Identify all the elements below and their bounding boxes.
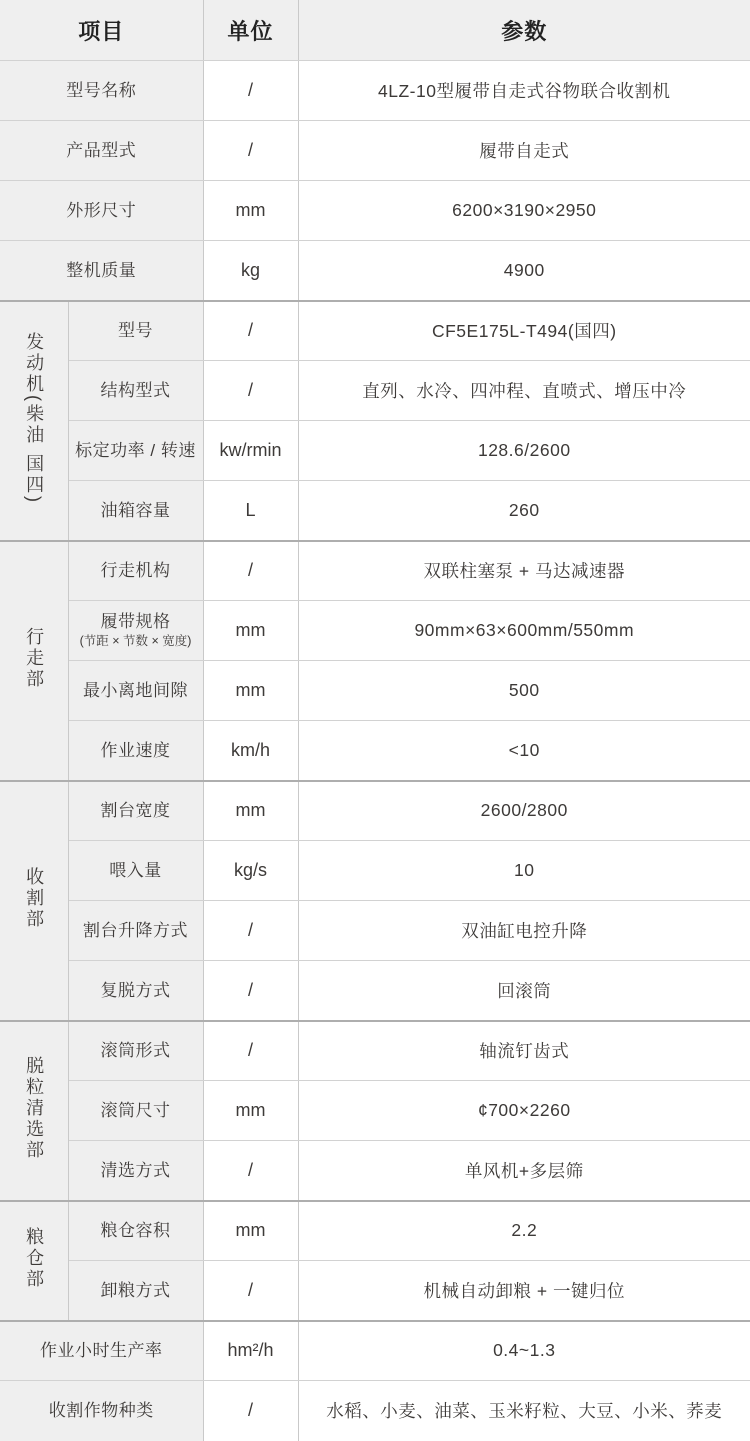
unit-cell: mm (203, 601, 298, 661)
item-label-cell: 割台升降方式 (68, 901, 203, 961)
row-unloading-method (0, 1261, 750, 1321)
row-min-ground-clearance (0, 661, 750, 721)
row-model-name (0, 61, 750, 121)
item-label-cell: 粮仓容积 (68, 1201, 203, 1261)
item-label-cell: 最小离地间隙 (68, 661, 203, 721)
value-cell: 直列、水冷、四冲程、直喷式、增压中冷 (298, 361, 750, 421)
unit-cell: / (203, 61, 298, 121)
item-label-sub: (节距 × 节数 × 宽度) (79, 634, 192, 649)
value-cell: 2.2 (298, 1201, 750, 1261)
value-cell: 机械自动卸粮 + 一键归位 (298, 1261, 750, 1321)
value-cell: CF5E175L-T494(国四) (298, 301, 750, 361)
value-cell: 0.4~1.3 (298, 1321, 750, 1381)
row-grain-tank-volume (0, 1201, 750, 1261)
unit-cell: mm (203, 181, 298, 241)
group-label-cell-harvest (0, 781, 68, 1021)
value-cell: 双油缸电控升降 (298, 901, 750, 961)
row-product-type (0, 121, 750, 181)
item-label-cell: 行走机构 (68, 541, 203, 601)
row-cleaning-method (0, 1141, 750, 1201)
item-label-cell: 作业速度 (68, 721, 203, 781)
row-feeding-rate (0, 841, 750, 901)
item-label-cell: 标定功率 / 转速 (68, 421, 203, 481)
unit-cell: kg (203, 241, 298, 301)
item-label-cell: 收割作物种类 (0, 1381, 203, 1441)
row-rethreshing-method (0, 961, 750, 1021)
item-label-cell: 滚筒尺寸 (68, 1081, 203, 1141)
unit-cell: / (203, 901, 298, 961)
value-cell: 水稻、小麦、油菜、玉米籽粒、大豆、小米、荞麦 (298, 1381, 750, 1441)
item-label-cell: 清选方式 (68, 1141, 203, 1201)
value-cell: 260 (298, 481, 750, 541)
unit-cell: / (203, 301, 298, 361)
unit-cell: / (203, 1261, 298, 1321)
table-header-row (0, 0, 750, 61)
unit-cell: mm (203, 661, 298, 721)
unit-cell: / (203, 961, 298, 1021)
item-label-cell: 滚筒形式 (68, 1021, 203, 1081)
group-label-cell-thresh (0, 1021, 68, 1201)
row-hourly-productivity (0, 1321, 750, 1381)
unit-cell: mm (203, 1201, 298, 1261)
item-label-cell (68, 601, 203, 661)
group-label-travel: 行走部 (24, 626, 45, 690)
unit-cell: mm (203, 781, 298, 841)
row-working-speed (0, 721, 750, 781)
item-label-cell: 外形尺寸 (0, 181, 203, 241)
value-cell: 轴流钉齿式 (298, 1021, 750, 1081)
row-travel-mechanism (0, 541, 750, 601)
unit-cell: / (203, 361, 298, 421)
value-cell: 128.6/2600 (298, 421, 750, 481)
row-drum-type (0, 1021, 750, 1081)
col-header-unit: 单位 (203, 0, 298, 61)
item-label-cell: 产品型式 (0, 121, 203, 181)
value-cell: 双联柱塞泵 + 马达减速器 (298, 541, 750, 601)
row-fuel-tank-capacity (0, 481, 750, 541)
unit-cell: / (203, 1381, 298, 1441)
unit-cell: hm²/h (203, 1321, 298, 1381)
col-header-param: 参数 (298, 0, 750, 61)
item-label-cell: 结构型式 (68, 361, 203, 421)
value-cell: 2600/2800 (298, 781, 750, 841)
group-label-cell-travel (0, 541, 68, 781)
unit-cell: / (203, 1141, 298, 1201)
unit-cell: / (203, 121, 298, 181)
unit-cell: / (203, 541, 298, 601)
group-label-engine: 发动机(柴油 国四) (24, 331, 45, 505)
value-cell: 500 (298, 661, 750, 721)
value-cell: <10 (298, 721, 750, 781)
value-cell: 90mm×63×600mm/550mm (298, 601, 750, 661)
unit-cell: L (203, 481, 298, 541)
group-label-cell-engine (0, 301, 68, 541)
unit-cell: km/h (203, 721, 298, 781)
row-dimensions (0, 181, 750, 241)
value-cell: 履带自走式 (298, 121, 750, 181)
item-label-cell: 作业小时生产率 (0, 1321, 203, 1381)
unit-cell: mm (203, 1081, 298, 1141)
row-machine-weight (0, 241, 750, 301)
item-label-cell: 喂入量 (68, 841, 203, 901)
value-cell: 6200×3190×2950 (298, 181, 750, 241)
value-cell: 4LZ-10型履带自走式谷物联合收割机 (298, 61, 750, 121)
row-header-width (0, 781, 750, 841)
item-label-cell: 型号 (68, 301, 203, 361)
row-track-spec (0, 601, 750, 661)
row-rated-power-speed (0, 421, 750, 481)
value-cell: 回滚筒 (298, 961, 750, 1021)
unit-cell: kw/rmin (203, 421, 298, 481)
item-label-cell: 型号名称 (0, 61, 203, 121)
group-label-grain: 粮仓部 (24, 1226, 45, 1290)
row-engine-structure (0, 361, 750, 421)
group-label-thresh: 脱粒清选部 (24, 1055, 45, 1161)
value-cell: 单风机+多层筛 (298, 1141, 750, 1201)
item-label-cell: 复脱方式 (68, 961, 203, 1021)
unit-cell: kg/s (203, 841, 298, 901)
item-label: 履带规格 (100, 612, 171, 632)
value-cell: 10 (298, 841, 750, 901)
item-label-cell: 整机质量 (0, 241, 203, 301)
row-crop-types (0, 1381, 750, 1441)
col-header-item: 项目 (0, 0, 203, 61)
row-header-lift-method (0, 901, 750, 961)
row-engine-model (0, 301, 750, 361)
item-label-cell: 卸粮方式 (68, 1261, 203, 1321)
group-label-cell-grain (0, 1201, 68, 1321)
group-label-harvest: 收割部 (24, 866, 45, 930)
row-drum-size (0, 1081, 750, 1141)
item-label-cell: 割台宽度 (68, 781, 203, 841)
value-cell: 4900 (298, 241, 750, 301)
value-cell: ¢700×2260 (298, 1081, 750, 1141)
item-label-cell: 油箱容量 (68, 481, 203, 541)
unit-cell: / (203, 1021, 298, 1081)
